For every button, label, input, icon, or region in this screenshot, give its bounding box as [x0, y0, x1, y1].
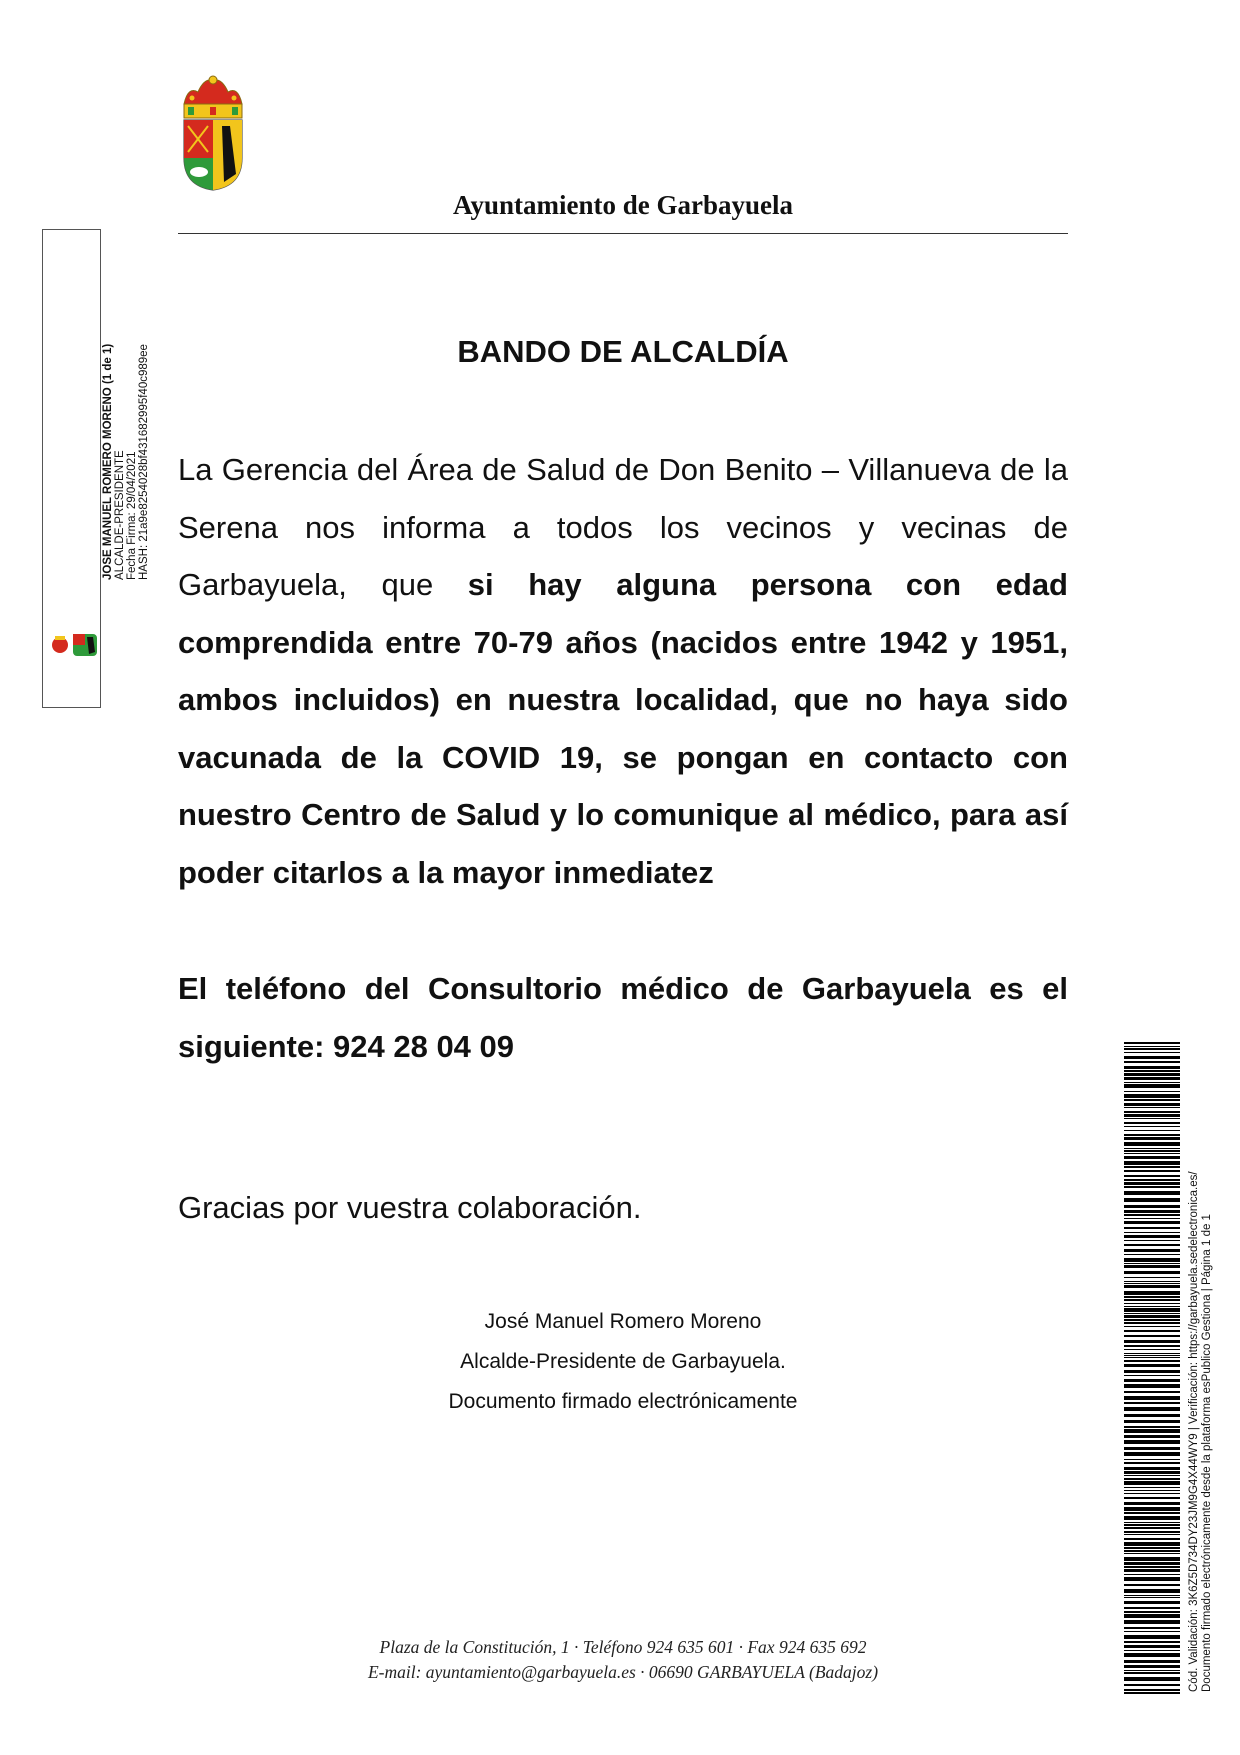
- stamp-signer: JOSE MANUEL ROMERO MORENO (1 de 1): [102, 343, 114, 580]
- main-paragraph: [178, 441, 1068, 901]
- stamp-crest-icon: [49, 630, 101, 660]
- footer-address: Plaza de la Constitución, 1 · Teléfono 924 635 601 · Fax 924 635 692: [379, 1637, 867, 1657]
- document-title: BANDO DE ALCALDÍA: [457, 334, 789, 369]
- validation-barcode: [1124, 1042, 1180, 1694]
- phone-paragraph: El teléfono del Consultorio médico de Garbayuela es el siguiente: 924 28 04 09: [178, 971, 1068, 1064]
- stamp-hash: HASH: 21a9e8254028bf431682995f40c989ee: [138, 344, 150, 580]
- stamp-role: ALCALDE-PRESIDENTE: [114, 450, 126, 580]
- bold-notice-text: si hay alguna persona con edad comprendida entre 70-79 años (nacidos entre 1942 y 1951, ambos incluidos) en nuestra localidad, que no haya sido vacunada de la COVID 19, se pongan en contacto con nuestro Centro de Salud y lo comunique al médico, para así poder citarlos a la mayor inmediatez: [178, 567, 1068, 890]
- stamp-date: Fecha Firma: 29/04/2021: [126, 451, 138, 580]
- header-divider: [178, 233, 1068, 234]
- municipality-header: Ayuntamiento de Garbayuela: [452, 190, 793, 220]
- signature-note: Documento firmado electrónicamente: [448, 1390, 798, 1413]
- verification-code: Cód. Validación: 3K6Z5D734DY23JM9G4X44WY9 | Verificación: https://garbayuela.sedelectronica.es/: [1188, 1171, 1200, 1692]
- thanks-line: Gracias por vuestra colaboración.: [178, 1190, 642, 1225]
- signatory-role: Alcalde-Presidente de Garbayuela.: [460, 1350, 786, 1373]
- intro-text: La Gerencia del Área de Salud de Don Benito – Villanueva de la Serena nos informa a todos los vecinos y vecinas de Garbayuela, que: [178, 452, 1068, 602]
- coat-of-arms-logo: [178, 74, 248, 192]
- signatory-name: José Manuel Romero Moreno: [484, 1310, 762, 1333]
- verification-platform: Documento firmado electrónicamente desde la plataforma esPublico Gestiona | Página 1 de 1: [1200, 1214, 1213, 1692]
- footer-email: E-mail: ayuntamiento@garbayuela.es · 06690 GARBAYUELA (Badajoz): [367, 1662, 879, 1682]
